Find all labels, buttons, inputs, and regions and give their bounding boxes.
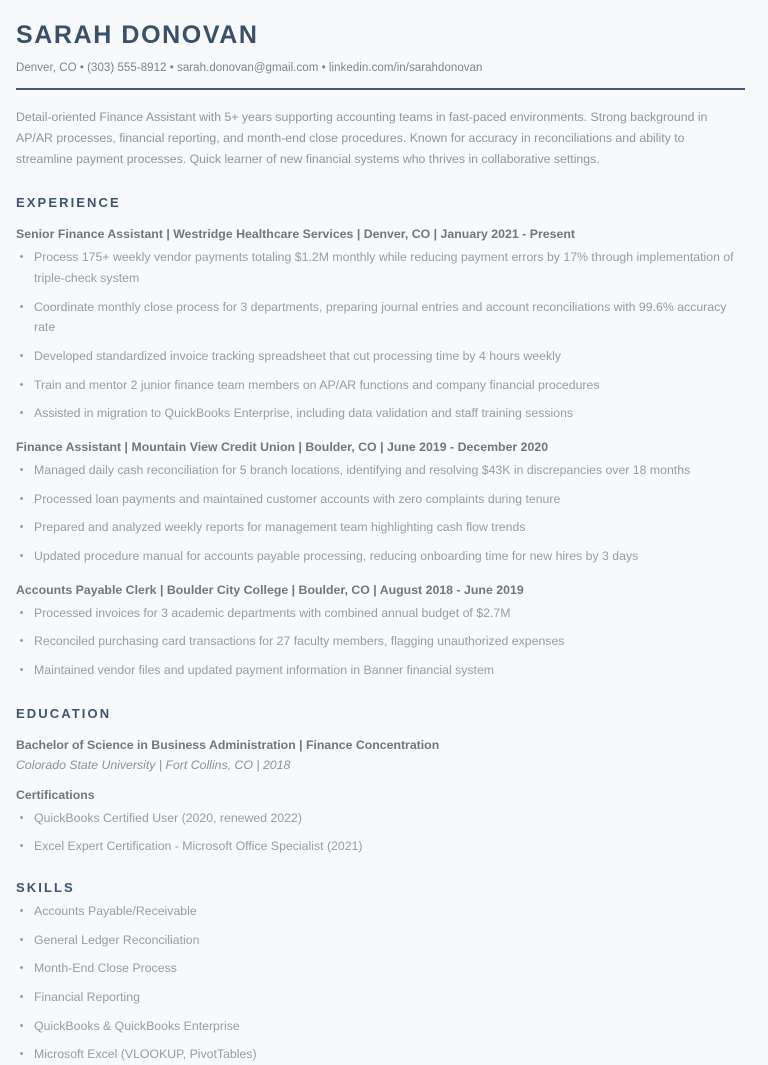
section-heading-experience: EXPERIENCE xyxy=(16,195,121,211)
section-heading-education: EDUCATION xyxy=(16,705,112,721)
list-item: Managed daily cash reconciliation for 5 branch locations, identifying and resolving $43K in discrepancies over 18 months xyxy=(16,460,744,481)
candidate-name: SARAH DONOVAN xyxy=(16,21,259,49)
list-item: Assisted in migration to QuickBooks Enterprise, including data validation and staff training sessions xyxy=(16,403,744,424)
list-item: Maintained vendor files and updated payment information in Banner financial system xyxy=(16,660,744,681)
experience-entry xyxy=(16,583,745,681)
experience-bullet-list xyxy=(16,247,745,424)
list-item: Process 175+ weekly vendor payments totaling $1.2M monthly while reducing payment errors by 17% through implementation of triple-check system xyxy=(16,247,744,288)
contact-line: Denver, CO • (303) 555-8912 • sarah.donovan@gmail.com • linkedin.com/in/sarahdonovan xyxy=(16,62,483,74)
list-item: Accounts Payable/Receivable xyxy=(16,901,744,922)
skills-list xyxy=(16,901,745,1065)
list-item: Excel Expert Certification - Microsoft Office Specialist (2021) xyxy=(16,836,744,857)
certifications-list xyxy=(16,808,745,857)
experience-entry xyxy=(16,440,745,567)
education-degree: Bachelor of Science in Business Administration | Finance Concentration xyxy=(16,737,440,752)
list-item: Processed invoices for 3 academic departments with combined annual budget of $2.7M xyxy=(16,603,744,624)
list-item: General Ledger Reconciliation xyxy=(16,930,744,951)
list-item: Coordinate monthly close process for 3 departments, preparing journal entries and account reconciliations with 99.6% accuracy rate xyxy=(16,297,744,338)
experience-entry-heading: Accounts Payable Clerk | Boulder City College | Boulder, CO | August 2018 - June 2019 xyxy=(16,582,524,597)
list-item: QuickBooks Certified User (2020, renewed 2022) xyxy=(16,808,744,829)
experience-entry-heading: Finance Assistant | Mountain View Credit Union | Boulder, CO | June 2019 - December 2020 xyxy=(16,440,549,455)
list-item: Microsoft Excel (VLOOKUP, PivotTables) xyxy=(16,1044,744,1065)
list-item: Train and mentor 2 junior finance team members on AP/AR functions and company financial procedures xyxy=(16,375,744,396)
experience-entry xyxy=(16,227,745,424)
list-item: Processed loan payments and maintained customer accounts with zero complaints during tenure xyxy=(16,489,744,510)
list-item: Updated procedure manual for accounts payable processing, reducing onboarding time for new hires by 3 days xyxy=(16,546,744,567)
list-item: Developed standardized invoice tracking spreadsheet that cut processing time by 4 hours weekly xyxy=(16,346,744,367)
list-item: Month-End Close Process xyxy=(16,958,744,979)
list-item: Reconciled purchasing card transactions for 27 faculty members, flagging unauthorized expenses xyxy=(16,631,744,652)
professional-summary: Detail-oriented Finance Assistant with 5+ years supporting accounting teams in fast-paced environments. Strong background in AP/AR processes, financial reporting, and month-end close procedures. Known for accuracy in reconciliations and ability to streamline payment processes. Quick learner of new financial systems who thrives in collaborative settings. xyxy=(16,110,708,167)
education-school: Colorado State University | Fort Collins, CO | 2018 xyxy=(16,757,291,772)
certifications-heading: Certifications xyxy=(16,787,95,802)
list-item: Prepared and analyzed weekly reports for management team highlighting cash flow trends xyxy=(16,517,744,538)
experience-entry-heading: Senior Finance Assistant | Westridge Healthcare Services | Denver, CO | January 2021 - Present xyxy=(16,227,575,242)
header-divider xyxy=(16,88,745,90)
experience-bullet-list xyxy=(16,603,745,681)
experience-bullet-list xyxy=(16,460,745,567)
list-item: Financial Reporting xyxy=(16,987,744,1008)
list-item: QuickBooks & QuickBooks Enterprise xyxy=(16,1016,744,1037)
section-heading-skills: SKILLS xyxy=(16,879,75,895)
